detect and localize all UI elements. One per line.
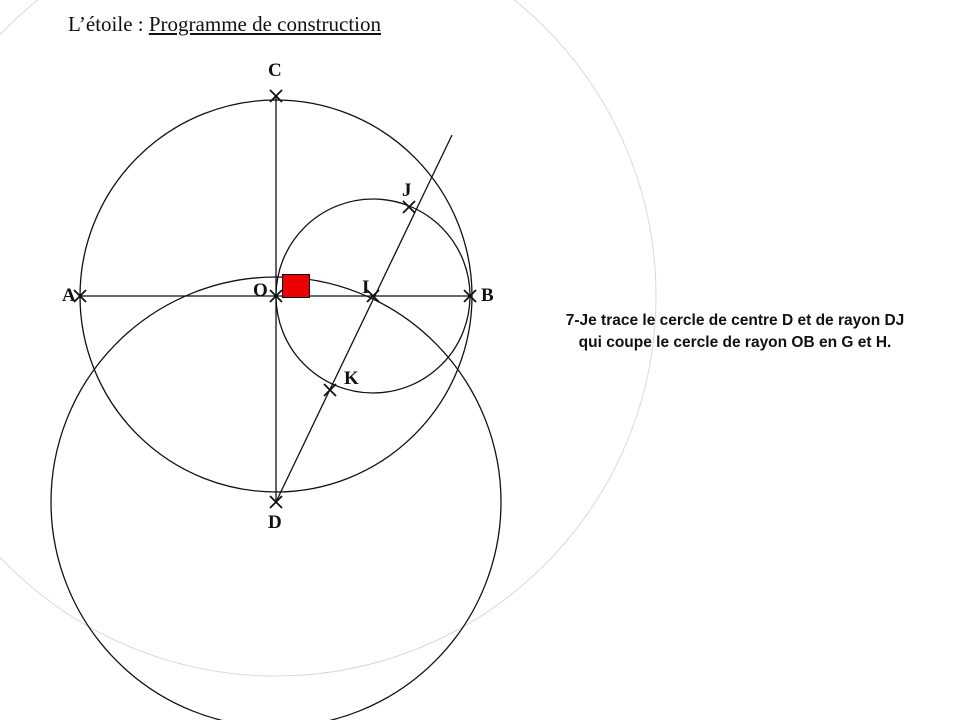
point-label-D: D	[268, 512, 282, 533]
point-label-C: C	[268, 60, 282, 81]
point-label-I: I	[362, 277, 370, 298]
page-title-prefix: L’étoile :	[68, 12, 149, 36]
red-square-marker	[282, 274, 310, 298]
point-label-O: O	[253, 280, 268, 301]
point-marker-group	[74, 90, 476, 508]
point-label-J: J	[402, 180, 412, 201]
point-label-B: B	[481, 285, 494, 306]
caption-line-2: qui coupe le cercle de rayon OB en G et H.	[578, 334, 892, 352]
step-caption	[520, 310, 950, 355]
page-title-underlined: Programme de construction	[148, 12, 381, 36]
point-label-K: K	[344, 368, 359, 389]
line-DJ-extended	[276, 135, 452, 502]
point-marker-K	[324, 384, 336, 396]
point-marker-J	[403, 201, 415, 213]
caption-line-1: 7-Je trace le cercle de centre D et de rayon DJ	[565, 312, 905, 329]
point-label-A: A	[62, 285, 76, 306]
